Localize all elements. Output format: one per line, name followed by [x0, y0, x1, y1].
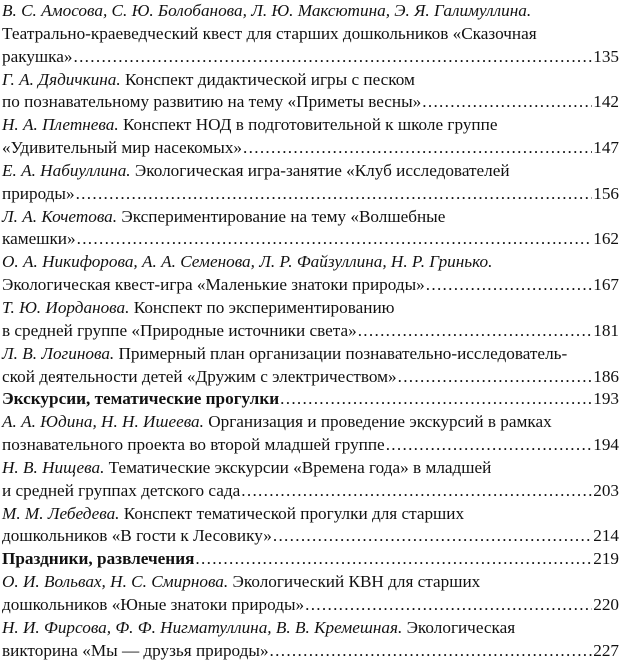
toc-entry-title: Экологическая игра-занятие «Клуб исследователей [130, 160, 510, 180]
toc-entry-title: Примерный план организации познавательно-исследователь- [114, 343, 568, 363]
toc-entry-authors: Н. В. Нищева. [2, 457, 105, 477]
toc-entry [2, 69, 619, 115]
dot-leader [77, 228, 593, 251]
dot-leader [76, 183, 593, 206]
toc-entry [2, 571, 619, 617]
dot-leader [398, 366, 593, 389]
toc-entry-line [2, 411, 619, 434]
toc-entry [2, 411, 619, 457]
toc-entry-page: 214 [593, 526, 619, 546]
toc-entry-authors: О. И. Вольвах, Н. С. Смирнова. [2, 572, 229, 592]
toc-entry-line [2, 23, 619, 46]
toc-entry-page: 156 [593, 183, 619, 203]
toc-entry [2, 114, 619, 160]
toc-entry-line [2, 69, 619, 92]
toc-entry [2, 617, 619, 662]
toc-entry [2, 0, 619, 69]
dot-leader [280, 388, 592, 411]
toc-entry-page: 227 [593, 640, 619, 660]
toc-entry-title-end: «Удивительный мир насекомых» [2, 138, 243, 158]
toc-entry-title: Конспект дидактической игры с песком [120, 69, 415, 89]
toc-entry-line [2, 160, 619, 183]
toc-entry [2, 503, 619, 549]
toc-entry-title: Конспект тематической прогулки для старших [119, 503, 465, 523]
toc-entry-line [2, 640, 619, 662]
toc-entry-title-end: дошкольников «В гости к Лесовику» [2, 526, 272, 546]
toc-entry-page: 220 [593, 594, 619, 614]
toc-entry-title: Конспект по экспериментированию [129, 297, 395, 317]
toc-entry-title-end: природы» [2, 183, 75, 203]
toc-entry-line [2, 343, 619, 366]
toc-entry-title: Тематические экскурсии «Времена года» в младшей [104, 457, 492, 477]
toc-entry-line [2, 571, 619, 594]
toc-entry-title: Экспериментирование на тему «Волшебные [117, 206, 446, 226]
toc-section-title: Праздники, развлечения [2, 549, 195, 569]
toc-entry [2, 206, 619, 252]
dot-leader [73, 46, 592, 69]
toc-entry-authors: Л. А. Кочетова. [2, 206, 118, 226]
toc-entry-line [2, 434, 619, 457]
toc-entry-title: Конспект НОД в подготовительной к школе группе [118, 115, 498, 135]
toc-entry-page: 162 [593, 229, 619, 249]
toc-entry-line [2, 617, 619, 640]
toc-entry-line [2, 46, 619, 69]
toc-section-page: 193 [593, 389, 619, 409]
toc-section-title: Экскурсии, тематические прогулки [2, 389, 280, 409]
dot-leader [358, 320, 593, 343]
toc-entry-line [2, 457, 619, 480]
toc-entry-title-end: викторина «Мы — друзья природы» [2, 640, 269, 660]
toc-entry-title-end: познавательного проекта во второй младшей группе [2, 435, 385, 455]
toc-entry-title-end: и средней группах детского сада [2, 480, 241, 500]
toc-entry-line [2, 274, 619, 297]
toc-entry [2, 160, 619, 206]
toc-entry-line [2, 228, 619, 251]
toc-entry-line [2, 525, 619, 548]
toc-section [2, 388, 619, 411]
toc-entry-line [2, 320, 619, 343]
toc-section-line [2, 548, 619, 571]
toc-entry-line [2, 503, 619, 526]
toc-entry-authors: Н. А. Плетнева. [2, 115, 119, 135]
toc-entry-line [2, 366, 619, 389]
toc-entry-authors: Л. В. Логинова. [2, 343, 115, 363]
toc-entry-title: Организация и проведение экскурсий в рамках [203, 412, 552, 432]
dot-leader [422, 91, 592, 114]
dot-leader [386, 434, 593, 457]
toc-section-line [2, 388, 619, 411]
toc-entry-page: 142 [593, 92, 619, 112]
toc-entry-authors: Т. Ю. Иорданова. [2, 297, 130, 317]
dot-leader [241, 480, 592, 503]
toc-section-page: 219 [593, 549, 619, 569]
toc-entry [2, 457, 619, 503]
toc-entry-page: 181 [593, 320, 619, 340]
toc-entry-authors: Е. А. Набиуллина. [2, 160, 131, 180]
toc-entry-page: 186 [593, 366, 619, 386]
toc-entry-line [2, 297, 619, 320]
toc-entry-title-end: в средней группе «Природные источники света» [2, 320, 357, 340]
toc-entry-authors: В. С. Амосова, С. Ю. Болобанова, Л. Ю. Максютина, Э. Я. Галимуллина. [2, 1, 532, 20]
toc-entry-title-end: камешки» [2, 229, 76, 249]
toc-entry-page: 194 [593, 435, 619, 455]
toc-entry-title: Экологический КВН для старших [228, 572, 481, 592]
dot-leader [305, 594, 592, 617]
toc-entry-authors: А. А. Юдина, Н. Н. Ишеева. [2, 412, 204, 432]
toc-entry-title: Экологическая [402, 617, 516, 637]
toc-entry [2, 251, 619, 297]
toc-entry-authors: Н. И. Фирсова, Ф. Ф. Нигматуллина, В. В. Кремешная. [2, 617, 403, 637]
toc-entry-page: 203 [593, 480, 619, 500]
toc-entry-authors: О. А. Никифорова, А. А. Семенова, Л. Р. Файзуллина, Н. Р. Гринько. [2, 252, 493, 272]
toc-entry-title-end: по познавательному развитию на тему «Приметы весны» [2, 92, 422, 112]
toc-entry-title-end: ской деятельности детей «Дружим с электричеством» [2, 366, 397, 386]
toc-entry-title-end: дошкольников «Юные знатоки природы» [2, 594, 305, 614]
toc-entry-title: Театрально-краеведческий квест для старших дошкольников «Сказочная [2, 23, 537, 43]
toc-entry-authors: Г. А. Дядичкина. [2, 69, 121, 89]
toc-entry-line [2, 114, 619, 137]
toc-entry-authors: М. М. Лебедева. [2, 503, 120, 523]
toc-entry-line [2, 183, 619, 206]
toc-entry-title-end: Экологическая квест-игра «Маленькие знатоки природы» [2, 275, 425, 295]
toc-entry-line [2, 206, 619, 229]
toc-section [2, 548, 619, 571]
dot-leader [273, 525, 592, 548]
toc-entry [2, 343, 619, 389]
toc-entry-page: 135 [593, 46, 619, 66]
toc-entry-line [2, 594, 619, 617]
toc-entry-line [2, 91, 619, 114]
toc-entry-line [2, 0, 619, 23]
dot-leader [270, 640, 593, 662]
toc-entry [2, 297, 619, 343]
toc-entry-page: 167 [593, 275, 619, 295]
toc-entry-line [2, 251, 619, 274]
toc-entry-line [2, 480, 619, 503]
dot-leader [426, 274, 592, 297]
toc-entry-title-end: ракушка» [2, 46, 73, 66]
dot-leader [195, 548, 592, 571]
toc-entry-page: 147 [593, 138, 619, 158]
toc-entry-line [2, 137, 619, 160]
dot-leader [243, 137, 592, 160]
